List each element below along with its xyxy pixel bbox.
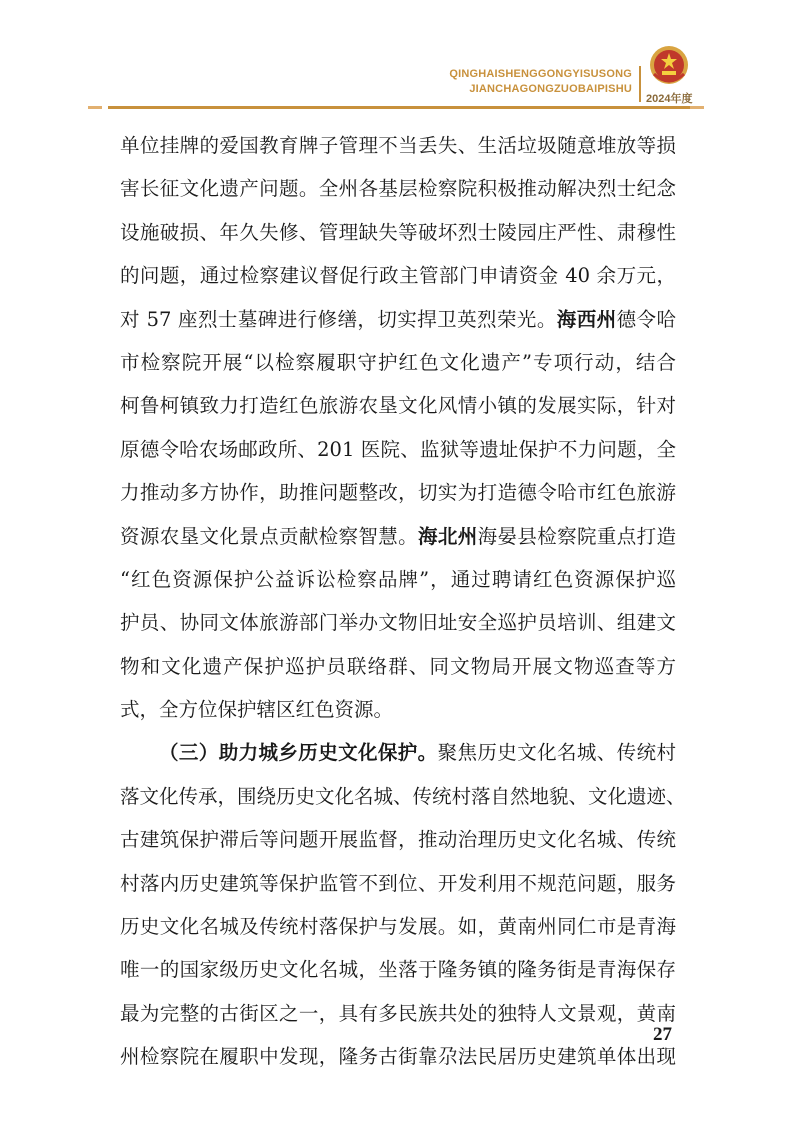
text-line xyxy=(120,645,676,688)
text-line xyxy=(120,862,676,905)
text-segment: 对 57 座烈士墓碑进行修缮，切实捍卫英烈荣光。 xyxy=(120,307,557,331)
text-segment: 资源农垦文化景点贡献检察智慧。 xyxy=(120,524,419,548)
procuratorate-emblem-icon xyxy=(648,44,690,86)
text-line xyxy=(120,515,676,558)
section-heading: （三）助力城乡历史文化保护。 xyxy=(159,741,438,765)
text-line xyxy=(120,558,676,601)
text-line xyxy=(120,731,676,774)
text-line xyxy=(120,124,676,167)
text-line xyxy=(120,948,676,991)
header-year: 2024年度 xyxy=(646,93,693,105)
text-line xyxy=(120,601,676,644)
header-divider xyxy=(639,66,641,102)
text-segment: 单位挂牌的爱国教育牌子管理不当丢失、生活垃圾随意堆放等损 xyxy=(120,134,676,157)
page-number: 27 xyxy=(653,1024,672,1045)
text-line xyxy=(120,254,676,297)
text-line xyxy=(120,167,676,210)
page-header xyxy=(0,0,794,115)
region-name: 海西州 xyxy=(556,307,617,331)
text-segment: 唯一的国家级历史文化名城，坐落于隆务镇的隆务街是青海保存 xyxy=(120,958,676,982)
header-pinyin-line2: JIANCHAGONGZUOBAIPISHU xyxy=(469,83,632,95)
text-line xyxy=(120,471,676,514)
text-segment: 历史文化名城及传统村落保护与发展。如，黄南州同仁市是青海 xyxy=(120,915,676,939)
text-segment: 护员、协同文体旅游部门举办文物旧址安全巡护员培训、组建文 xyxy=(120,611,676,635)
header-rule-right xyxy=(690,106,704,109)
text-segment: 式，全方位保护辖区红色资源。 xyxy=(120,698,394,722)
header-rule xyxy=(108,106,690,109)
text-line xyxy=(120,211,676,254)
text-segment: 聚焦历史文化名城、传统村 xyxy=(437,741,676,765)
text-segment: 古建筑保护滞后等问题开展监督，推动治理历史文化名城、传统 xyxy=(120,828,676,852)
body-text xyxy=(120,124,686,1079)
text-line xyxy=(120,688,676,731)
text-segment: 州检察院在履职中发现，隆务古街靠尕法民居历史建筑单体出现 xyxy=(120,1045,676,1069)
text-segment: 设施破损、年久失修、管理缺失等破坏烈士陵园庄严性、肃穆性 xyxy=(120,220,676,244)
text-line xyxy=(120,775,686,818)
text-line xyxy=(120,298,676,341)
text-segment: 物和文化遗产保护巡护员联络群、同文物局开展文物巡查等方 xyxy=(120,654,676,678)
text-line xyxy=(120,992,676,1035)
header-pinyin-line1: QINGHAISHENGGONGYISUSONG xyxy=(449,68,632,80)
header-rule-left xyxy=(88,106,102,109)
text-segment: 原德令哈农场邮政所、201 医院、监狱等遗址保护不力问题，全 xyxy=(120,437,676,461)
text-segment: 的问题，通过检察建议督促行政主管部门申请资金 40 余万元， xyxy=(120,264,676,288)
text-line xyxy=(120,341,676,384)
text-segment: 落文化传承，围绕历史文化名城、传统村落自然地貌、文化遗迹、 xyxy=(120,784,686,808)
text-line xyxy=(120,384,676,427)
text-segment: 最为完整的古街区之一，具有多民族共处的独特人文景观，黄南 xyxy=(120,1001,676,1025)
text-segment: 村落内历史建筑等保护监管不到位、开发利用不规范问题，服务 xyxy=(120,871,676,895)
text-segment: 害长征文化遗产问题。全州各基层检察院积极推动解决烈士纪念 xyxy=(120,177,676,201)
text-segment: 海晏县检察院重点打造 xyxy=(477,524,676,548)
text-line xyxy=(120,905,676,948)
text-line xyxy=(120,428,676,471)
text-segment: 柯鲁柯镇致力打造红色旅游农垦文化风情小镇的发展实际，针对 xyxy=(120,394,676,418)
text-segment: “红色资源保护公益诉讼检察品牌”，通过聘请红色资源保护巡 xyxy=(120,567,676,591)
text-line xyxy=(120,818,676,861)
text-segment: 力推动多方协作，助推问题整改，切实为打造德令哈市红色旅游 xyxy=(120,481,676,505)
text-segment: 市检察院开展“以检察履职守护红色文化遗产”专项行动，结合 xyxy=(120,350,676,374)
text-segment: 德令哈 xyxy=(616,307,676,331)
text-line xyxy=(120,1035,676,1078)
region-name: 海北州 xyxy=(418,524,478,548)
